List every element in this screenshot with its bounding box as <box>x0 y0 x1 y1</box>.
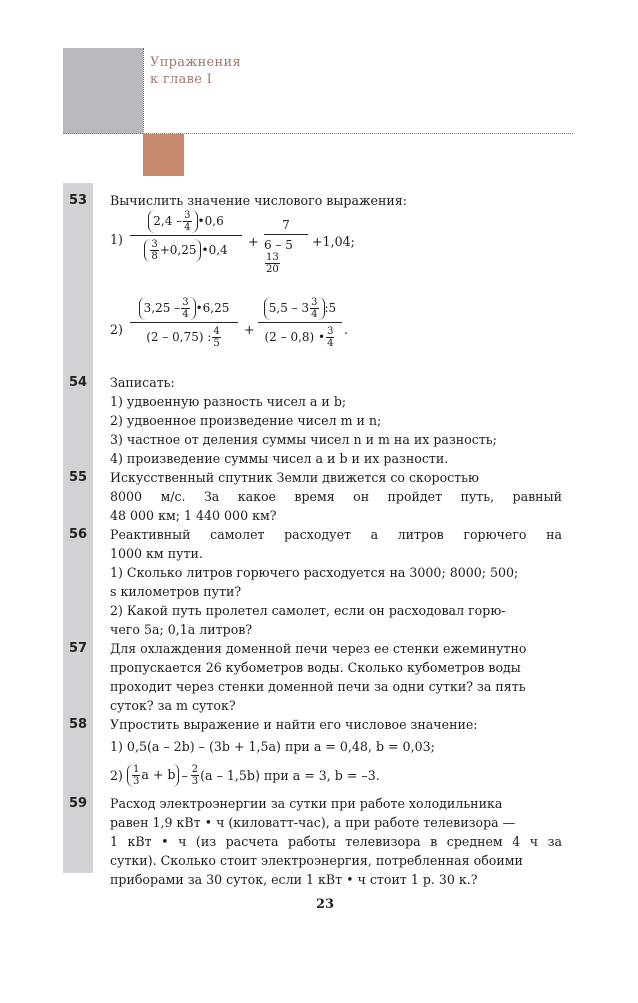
exercise-53-part2-fraction1: 3,25 – $\frac{3}{4}$ •6,25 (2 – 0,75) : $\frac{4}{5}$ <box>130 297 238 349</box>
exercise-56-line: чего 5a; 0,1a литров? <box>110 622 253 637</box>
exercise-59-line: Расход электроэнергии за сутки при работе холодильника <box>110 796 503 811</box>
exercise-53-part2-end: . <box>344 322 349 337</box>
exercise-53-part2-fraction2: 5,5 – 3 $\frac{3}{4}$ :5 (2 – 0,8) • $\frac{3}{4}$ <box>258 297 342 349</box>
header-gray-block <box>63 48 143 134</box>
exercise-53-part1-fraction2: 7 6 – 5 $\frac{13}{20}$ <box>264 218 308 275</box>
exercise-54-line: 1) удвоенную разность чисел a и b; <box>110 394 347 409</box>
exercise-59-line: 1 кВт • ч (из расчета работы телевизора в среднем 4 ч за <box>110 834 562 849</box>
exercise-57-line: пропускается 26 кубометров воды. Сколько кубометров воды <box>110 660 521 675</box>
exercise-57-line: Для охлаждения доменной печи через ее стенки ежеминутно <box>110 641 527 656</box>
chapter-heading-line2: к главе I <box>150 72 213 87</box>
exercise-56-line: 1) Сколько литров горючего расходуется на 3000; 8000; 500; <box>110 565 519 580</box>
exercise-number-59: 59 <box>68 796 88 811</box>
exercise-55-line: 8000 м/с. За какое время он пройдет путь, равный <box>110 489 562 504</box>
exercise-54-line: 3) частное от деления суммы чисел n и m на их разность; <box>110 432 497 447</box>
exercise-53-part1-plus: + <box>248 234 259 249</box>
header-orange-square <box>143 134 184 176</box>
chapter-heading-line1: Упражнения <box>150 55 241 70</box>
exercise-55-line: 48 000 км; 1 440 000 км? <box>110 508 277 523</box>
exercise-53-title: Вычислить значение числового выражения: <box>110 193 407 208</box>
exercise-56-line: s километров пути? <box>110 584 242 599</box>
exercise-number-54: 54 <box>68 375 88 390</box>
exercise-54-line: Записать: <box>110 375 175 390</box>
exercise-58-part1: 1) 0,5(a – 2b) – (3b + 1,5a) при a = 0,48, b = 0,03; <box>110 739 435 754</box>
exercise-56-line: 1000 км пути. <box>110 546 203 561</box>
exercise-58-title: Упростить выражение и найти его числовое значение: <box>110 717 478 732</box>
exercise-53-part1-tail: +1,04; <box>312 234 355 249</box>
exercise-53-part2-plus: + <box>244 322 255 337</box>
header-vertical-dots <box>143 48 144 134</box>
exercise-number-57: 57 <box>68 641 88 656</box>
exercise-53-part2-label: 2) <box>110 322 123 337</box>
exercise-58-part2: 2) $\frac{1}{3}$ a + b – $\frac{2}{3}$ (a – 1,5b) при a = 3, b = –3. <box>110 764 380 787</box>
exercise-57-line: суток? за m суток? <box>110 698 236 713</box>
exercise-number-56: 56 <box>68 527 88 542</box>
exercise-55-line: Искусственный спутник Земли движется со скоростью <box>110 470 479 485</box>
page-number: 23 <box>316 897 335 912</box>
exercise-54-line: 4) произведение суммы чисел a и b и их разности. <box>110 451 449 466</box>
exercise-57-line: проходит через стенки доменной печи за одни сутки? за пять <box>110 679 526 694</box>
exercise-59-line: приборами за 30 суток, если 1 кВт • ч стоит 1 р. 30 к.? <box>110 872 478 887</box>
exercise-56-line: 2) Какой путь пролетел самолет, если он расходовал горю- <box>110 603 506 618</box>
exercise-59-line: равен 1,9 кВт • ч (киловатт-час), а при работе телевизора — <box>110 815 516 830</box>
exercise-number-58: 58 <box>68 717 88 732</box>
exercise-59-line: сутки). Сколько стоит электроэнергия, потребленная обоими <box>110 853 523 868</box>
exercise-56-line: Реактивный самолет расходует a литров горючего на <box>110 527 562 542</box>
exercise-53-part1-label: 1) <box>110 232 123 247</box>
exercise-number-53: 53 <box>68 193 88 208</box>
header-dotted-rule <box>63 133 573 134</box>
chapter-heading <box>150 54 241 88</box>
exercise-54-line: 2) удвоенное произведение чисел m и n; <box>110 413 382 428</box>
exercise-53-part1-fraction1: 2,4 – $\frac{3}{4}$ •0,6 $\frac{3}{8}$ +0,25 •0,4 <box>130 210 242 262</box>
exercise-number-55: 55 <box>68 470 88 485</box>
